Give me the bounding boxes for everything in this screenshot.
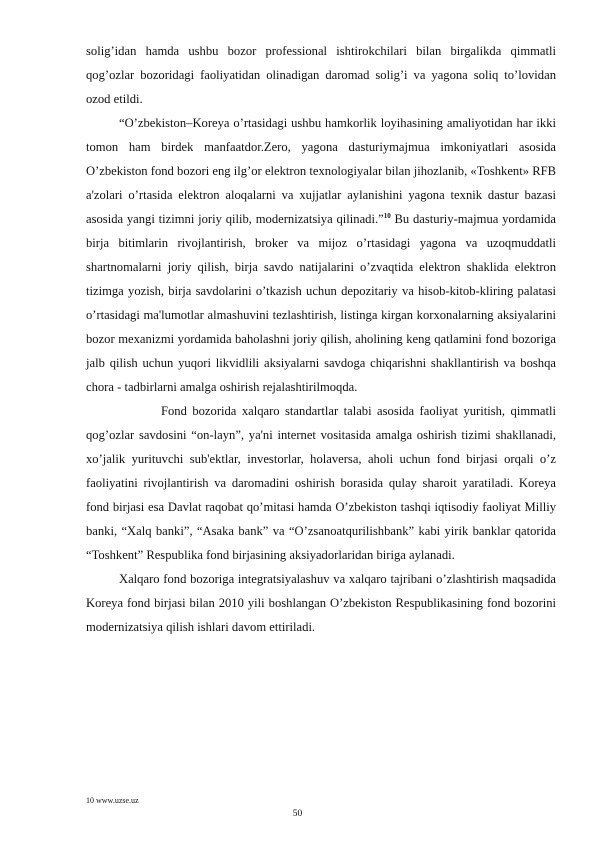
paragraph-2 bbox=[86, 111, 556, 399]
paragraph-2-rest: Bu dasturiy-majmua yordamida birja bitimlarin rivojlantirish, broker va mijoz o’rtasidagi yagona va uzoqmuddatli shartnomalarni joriy qilish, birja savdo natijalarini o’zvaqtida elektron shaklida elektron tizimga yozish, birja savdolarini o’tkazish uchun depozitariy va hisob-kitob-kliring palatasi o’rtasidagi ma'lumotlar almashuvini tezlashtirish, listinga kirgan korxonalarning aksiyalarini bozor mexanizmi yordamida baholashni joriy qilish, aholining keng qatlamini fond bozoriga jalb qilish uchun yuqori likvidlili aksiyalarni savdoga chiqarishni shakllantirish va boshqa chora - tadbirlarni amalga oshirish rejalashtirilmoqda. bbox=[86, 212, 556, 394]
paragraph-2-quote: “O’zbekiston–Koreya o’rtasidagi ushbu hamkorlik loyihasining amaliyotidan har ikki tomon ham birdek manfaatdor.Zero, yagona dasturiymajmua imkoniyatlari asosida O’zbekiston fond bozori eng ilg’or elektron texnologiyalar bilan jihozlanib, «Toshkent» RFB a'zolari o’rtasida elektron aloqalarni va xujjatlar aylanishini yagona texnik dastur bazasi asosida yangi tizimni joriy qilib, modernizatsiya qilinadi.” bbox=[86, 116, 556, 226]
footnote: 10 www.uzse.uz bbox=[86, 796, 139, 805]
page-number: 50 bbox=[292, 809, 303, 819]
paragraph-3: Fond bozorida xalqaro standartlar talabi asosida faoliyat yuritish, qimmatli qog’ozlar savdosini “on-layn”, ya'ni internet vositasida amalga oshirish tizimi shakllanadi, xo’jalik yurituvchi sub'ektlar, investorlar, holaversa, aholi uchun fond birjasi orqali o’z faoliyatini rivojlantirish va daromadini oshirish borasida qulay sharoit yaratiladi. Koreya fond birjasi esa Davlat raqobat qo’mitasi hamda O’zbekiston tashqi iqtisodiy faoliyat Milliy banki, “Xalq banki”, “Asaka bank” va “O’zsanoatqurilishbank” kabi yirik banklar qatorida “Toshkent” Respublika fond birjasining aksiyadorlaridan biriga aylanadi. bbox=[86, 404, 556, 562]
body-text bbox=[86, 39, 556, 639]
footnote-ref[interactable]: 10 bbox=[383, 211, 391, 220]
paragraph-4: Xalqaro fond bozoriga integratsiyalashuv va xalqaro tajribani o’zlashtirish maqsadida Koreya fond birjasi bilan 2010 yili boshlangan O’zbekiston Respublikasining fond bozorini modernizatsiya qilish ishlari davom ettiriladi. bbox=[86, 572, 556, 634]
paragraph-1: solig’idan hamda ushbu bozor professional ishtirokchilari bilan birgalikda qimmatli qog’ozlar bozoridagi faoliyatidan olinadigan daromad solig’i va yagona soliq to’lovidan ozod etildi. bbox=[86, 44, 556, 106]
